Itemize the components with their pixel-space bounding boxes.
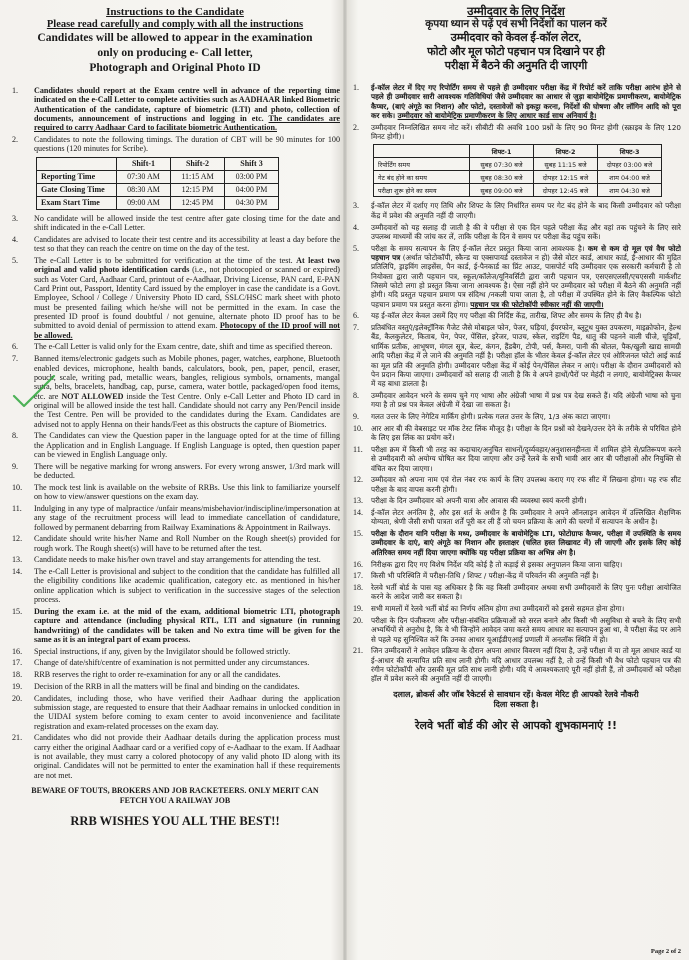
instruction-number: 9. xyxy=(12,461,19,471)
instruction-number: 7. xyxy=(12,354,19,364)
instruction-number: 2. xyxy=(353,122,359,132)
green-check-mark-icon xyxy=(10,372,58,418)
instruction-segment: आर आर बी की वेबसाइट पर मॉक टेस्ट लिंक मौजूद है। परीक्षा के दिन प्रश्नों को देखने/उत्तर देने के तरीके से परिचित होने के लिए इस लिंक का प्रयोग करें। xyxy=(371,423,681,443)
instruction-number: 17. xyxy=(12,658,23,668)
instruction-text xyxy=(34,607,340,644)
english-beware-notice xyxy=(10,786,340,806)
timing-row-label: गेट बंद होने का समय xyxy=(374,171,470,184)
instruction-text xyxy=(34,86,340,133)
timing-table-header-cell: Shift-1 xyxy=(117,157,171,170)
instruction-text xyxy=(371,445,681,473)
timing-cell: सुबह 08:30 बजे xyxy=(470,171,534,184)
instruction-number: 2. xyxy=(12,135,19,145)
timing-table-header-cell: Shift 3 xyxy=(225,157,279,170)
timing-table-header-cell: शिफ्ट-2 xyxy=(534,145,598,158)
timing-cell: शाम 04:30 बजे xyxy=(598,184,662,197)
instruction-item xyxy=(351,508,681,527)
hindi-headline-3: परीक्षा में बैठने की अनुमति दी जाएगी xyxy=(444,60,588,72)
instruction-number: 20. xyxy=(353,615,363,625)
instruction-segment: During the exam i.e. at the mid of the exam, additional biometric LTI, photograph capture and attendance (including physical RTL, LTI and signature (in running handwriting) of the candidates will be taken and No extra time will be given for the same as it is an integral part of exam process. xyxy=(34,606,340,644)
timing-row-label: Gate Closing Time xyxy=(37,183,117,196)
hindi-title: उम्मीदवार के लिए निर्देश xyxy=(467,6,565,18)
instruction-item xyxy=(10,658,340,667)
timing-cell: दोपहर 12:15 बजे xyxy=(534,171,598,184)
instruction-segment: सभी मामलों में रेलवे भर्ती बोर्ड का निर्णय अंतिम होगा तथा उम्मीदवारों को इससे सहमत होना होगा। xyxy=(371,604,625,614)
instruction-number: 21. xyxy=(12,733,23,743)
english-headline-1: Candidates will be allowed to appear in the examination xyxy=(37,32,313,44)
instruction-segment: प्रतिबंधित वस्तुएं/इलेक्ट्रॉनिक गैजेट जैसे मोबाइल फोन, पेजर, घड़ियां, ईयरफोन, ब्लूटूथ युक्त उपकरण, माइक्रोफोन, हेल्थ बैंड, कैलकुलेटर, किताब, पेन, पेपर, पेंसिल, इरेजर, पाउच, स्केल, राइटिंग पैड, धातु की पहनने वाली चीजे, चूड़ियाँ, धार्मिक प्रतीक, आभूषण, मंगल सूत्र, बेल्ट, कंगन, हैंडबैग, टोपी, पर्स, कैमरा, पानी की बोतल, पैक/खुली खाद्य सामग्री आदि परीक्षा केंद्र में ले जाने की अनुमति नहीं है। परीक्षा हॉल के भीतर केवल ई-कॉल लेटर एवं ओरिजनल फोटो आई कार्ड का मूल प्रति की अनुमति होगी। उम्मीदवार परीक्षा केंद्र में कोई पेन/पेंसिल लेकर न आएं। परीक्षा के दौरान उम्मीदवारों को पेन प्रदान किया जाएगा। उम्मीदवारों को सलाह दी जाती है कि वे अपने हाथों/पैरों पर मेहंदी न लगाएं, बायोमेट्रिक्स कैप्चर में यह बाधा डालता है। xyxy=(371,323,681,389)
instruction-underlined-note: The candidates are required to carry Aadhaar Card to facilitate biometric Authentication. xyxy=(34,114,340,133)
instruction-text xyxy=(34,256,340,340)
instruction-number: 19. xyxy=(353,604,363,614)
instruction-text xyxy=(34,658,340,667)
instruction-underlined-note: Photocopy of the ID proof will not be allowed. xyxy=(34,321,340,340)
instruction-item xyxy=(10,670,340,679)
instruction-text xyxy=(371,123,681,142)
instruction-segment: inside the Test Centre. Only e-Call Letter and Photo ID card in original will be allowed inside the test hall. Candidate should not carry any Pen/Pencil inside the Test Centre. Pen will be provided to the candidates during the Exam. Candidates are advised not to apply Henna on their hands/Feet as this obstructs the capture of Biometrics. xyxy=(34,391,340,429)
timing-table-row xyxy=(37,170,279,183)
instruction-item xyxy=(10,504,340,532)
instruction-number: 10. xyxy=(12,482,23,492)
instruction-item xyxy=(351,445,681,473)
instruction-emphasis: कम से कम दो मूल एवं वैध फोटो पहचान पत्र xyxy=(371,243,681,262)
instruction-item xyxy=(351,571,681,580)
instruction-text xyxy=(34,431,340,459)
instruction-number: 4. xyxy=(353,222,359,232)
instruction-text xyxy=(34,733,340,780)
english-beware-line-2: FETCH YOU A RAILWAY JOB xyxy=(119,796,231,806)
instruction-number: 11. xyxy=(12,503,22,513)
instruction-item xyxy=(351,616,681,644)
timing-table-row xyxy=(37,183,279,196)
instruction-text xyxy=(371,604,681,613)
instruction-segment: The e-Call Letter is to be submitted for verification at the time of the test. xyxy=(34,255,297,265)
hindi-headline-2: फोटो और मूल फोटो पहचान पत्र दिखाने पर ही xyxy=(427,46,605,58)
instruction-number: 16. xyxy=(353,559,363,569)
english-title: Instructions to the Candidate xyxy=(106,6,244,18)
instruction-segment: ई-कॉल लेटर में दिए गए रिपोर्टिंग समय से पहले ही उम्मीदवार परीक्षा केंद्र में रिपोर्ट करें ताकि परीक्षा आरंभ होने से पहले ही उम्मीदवार सारी आवश्यक गतिविधियां जैसे उम्मीदवार का आधार से जुड़ा बायोमेट्रिक प्रमाणीकरण, बायोमेट्रिक कैप्चर, (बाएं अंगूठे का निशान) और फोटो, दस्तावेजों को इकट्ठा करना, निर्देशों की घोषणा और लॉगिन आदि को पूरा कर सके। xyxy=(371,83,681,121)
instruction-number: 14. xyxy=(12,567,23,577)
timing-row-label: Reporting Time xyxy=(37,170,117,183)
timing-cell: 08:30 AM xyxy=(117,183,171,196)
instruction-text xyxy=(371,560,681,569)
english-column xyxy=(10,0,340,960)
timing-row-label: Exam Start Time xyxy=(37,196,117,209)
instruction-text xyxy=(371,496,681,505)
instruction-text xyxy=(34,670,340,679)
instruction-item xyxy=(351,244,681,309)
timing-cell: 07:30 AM xyxy=(117,170,171,183)
instruction-text xyxy=(371,244,681,309)
hindi-timing-table xyxy=(373,144,662,197)
instruction-text xyxy=(34,354,340,429)
instruction-text xyxy=(371,412,681,421)
page-fold xyxy=(343,0,347,960)
timing-cell: 04:30 PM xyxy=(225,196,279,209)
instruction-item xyxy=(351,583,681,602)
instruction-segment: Indulging in any type of malpractice /unfair means/misbehavior/indiscipline/impersonation at any stage of the recruitment process will lead to immediate cancellation of candidature, followed by permanent debarring from Railway Examinations & Appointment in Railways. xyxy=(34,503,340,532)
instruction-text xyxy=(34,504,340,532)
timing-cell: सुबह 09:00 बजे xyxy=(470,184,534,197)
instruction-text xyxy=(34,647,340,656)
instruction-number: 18. xyxy=(12,670,23,680)
instruction-item xyxy=(10,342,340,351)
instruction-item xyxy=(351,529,681,557)
instruction-segment: Candidates should report at the Exam centre well in advance of the reporting time indicated on the e-Call Letter to complete activities such as AADHAAR linked Biometric Authentication of the candidate, capture of biometric (LTI) and photo, collection of documents, announcement of instructions and logging in etc. xyxy=(34,86,340,124)
instruction-number: 1. xyxy=(353,83,359,92)
instruction-number: 13. xyxy=(353,496,363,506)
instruction-segment: उम्मीदवार आवेदन भरने के समय चुने गए भाषा और अंग्रेजी भाषा में प्रश्न पत्र देख सकते हैं। यदि अंग्रेजी भाषा को चुना गया है तो प्रश्न पत्र केवल अंग्रेजी में देखा जा सकता है। xyxy=(371,390,681,410)
instruction-item xyxy=(351,604,681,613)
instruction-item xyxy=(10,483,340,502)
instruction-text xyxy=(371,508,681,527)
instruction-segment: उम्मीदवार निम्नलिखित समय नोट करें। सीबीटी की अवधि 100 प्रश्नों के लिए 90 मिनट होगी (स्क्राइब के लिए 120 मिनट होगी)। xyxy=(371,122,681,142)
instruction-item xyxy=(351,123,681,142)
instruction-item xyxy=(351,83,681,120)
timing-cell: 11:15 AM xyxy=(171,170,225,183)
instruction-segment: यह ई-कॉल लेटर केवल उसमें दिए गए परीक्षा की निर्दिष्ट केंद्र, तारीख, शिफ्ट और समय के लिए ही वैध है। xyxy=(371,311,642,321)
instruction-number: 12. xyxy=(353,475,363,485)
instruction-number: 5. xyxy=(12,255,19,265)
timing-table-row xyxy=(374,158,662,171)
instruction-number: 20. xyxy=(12,693,23,703)
instruction-text xyxy=(34,682,340,691)
instruction-segment: The mock test link is available on the website of RRBs. Use this link to familiarize yourself on how to view/answer questions on the exam day. xyxy=(34,482,340,502)
instruction-emphasis: At least two original and valid photo identification cards xyxy=(34,255,340,275)
instruction-underlined-note: पहचान पत्र की फोटोकॉपी स्वीकार नहीं की जाएगी। xyxy=(470,299,604,309)
instruction-segment: जिन उम्मीदवारों ने आवेदन प्रक्रिया के दौरान अपना आधार विवरण नहीं दिया है, उन्हें परीक्षा में या तो मूल आधार कार्ड या ई-आधार की सत्यापित प्रति साथ लानी होगी। यदि आधार उपलब्ध नहीं है, तो उन्हें किसी भी वैध फोटो पहचान पत्र की रंगीन फोटोकॉपी और उसकी मूल प्रति साथ लानी होगी। यदि ये आवश्यकताएं पूरी नहीं होती हैं, तो उम्मीदवारों को परीक्षा हॉल में प्रवेश करने की अनुमति नहीं दी जाएगी। xyxy=(371,646,681,684)
instruction-number: 1. xyxy=(12,86,19,95)
timing-table-header-row xyxy=(37,157,279,170)
instruction-text xyxy=(371,311,681,320)
timing-cell: दोपहर 03:00 बजे xyxy=(598,158,662,171)
instruction-item xyxy=(351,560,681,569)
instruction-item xyxy=(351,201,681,220)
timing-row-label: परीक्षा शुरू होने का समय xyxy=(374,184,470,197)
instruction-number: 7. xyxy=(353,323,359,333)
english-headline-3: Photograph and Original Photo ID xyxy=(89,62,261,74)
instruction-segment: Candidate needs to make his/her own travel and stay arrangements for attending the test. xyxy=(34,555,321,565)
timing-table-header-cell: Shift-2 xyxy=(171,157,225,170)
instruction-text xyxy=(371,424,681,443)
instruction-text xyxy=(34,342,340,351)
instruction-item xyxy=(10,354,340,429)
instruction-segment: परीक्षा के दौरान यानि परीक्षा के मध्य, उम्मीदवार के बायोमेट्रिक LTI, फोटोग्राफ कैप्चर, परीक्षा में उपस्थिति के समय उम्मीदवार के दाएं, बाएं अंगूठे का निशान और हस्ताक्षर (चलित हस्त लिखावट में) ली जाएगी और इसके लिए कोई अतिरिक्त समय नहीं दिया जाएगा क्योंकि यह परीक्षा प्रक्रिया का अभिन्न अंग है। xyxy=(371,529,681,557)
hindi-headline-1: उम्मीदवार को केवल ई-कॉल लेटर, xyxy=(450,32,582,44)
hindi-header xyxy=(351,6,681,73)
instruction-segment: Candidates who did not provide their Aadhaar details during the application process must carry either the original Aadhaar card or a verified copy of e-Aadhaar to the exam. If Aadhaar is not available, they must carry a colored photocopy of any valid photo ID along with its original. Candidates will not be permitted to enter the examination hall if these requirements are not met. xyxy=(34,733,340,780)
instruction-item xyxy=(10,135,340,154)
instruction-number: 13. xyxy=(12,555,23,565)
instruction-number: 16. xyxy=(12,646,23,656)
instruction-number: 21. xyxy=(353,646,363,656)
timing-cell: दोपहर 12:45 बजे xyxy=(534,184,598,197)
instruction-item xyxy=(10,462,340,481)
instruction-text xyxy=(371,475,681,494)
instruction-segment: Special instructions, if any, given by the Invigilator should be followed strictly. xyxy=(34,646,291,656)
instruction-text xyxy=(34,555,340,564)
instruction-item xyxy=(10,235,340,254)
instruction-item xyxy=(10,733,340,780)
instruction-segment: उम्मीदवारों को यह सलाह दी जाती है की वे परीक्षा से एक दिन पहले परीक्षा केंद्र और वहां तक पहुंचने के लिए सारे उपलब्ध माध्यमों की जांच कर लें, ताकि परीक्षा के दिन वे समय पर परीक्षा केंद्र पहुंच सकें। xyxy=(371,222,681,241)
hindi-wishes: रेलवे भर्ती बोर्ड की ओर से आपको शुभकामनाएं !! xyxy=(414,718,617,732)
instruction-item xyxy=(351,311,681,320)
instruction-item xyxy=(351,412,681,421)
instruction-segment: ई-कॉल लेटर में दर्शाए गए तिथि और शिफ्ट के लिए निर्धारित समय पर गेट बंद होने के बाद किसी उम्मीदवार को परीक्षा केंद्र में प्रवेश की अनुमति नहीं दी जाएगी। xyxy=(371,201,681,220)
instruction-item xyxy=(351,646,681,683)
instruction-text xyxy=(371,583,681,602)
instruction-item xyxy=(10,256,340,340)
instruction-segment: रेलवे भर्ती बोर्ड के पास यह अधिकार है कि वह किसी उम्मीदवार अथवा सभी उम्मीदवारों के लिए पुनः परीक्षा आयोजित करने के आदेश जारी कर सकता है। xyxy=(371,583,681,602)
instruction-number: 15. xyxy=(353,529,363,539)
instruction-text xyxy=(34,694,340,731)
hindi-column xyxy=(351,0,681,960)
english-subtitle: Please read carefully and comply with all the instructions xyxy=(46,18,304,30)
hindi-beware-line-2: दिला सकता है। xyxy=(493,699,539,709)
instruction-number: 9. xyxy=(353,412,359,422)
instruction-text xyxy=(371,201,681,220)
timing-table-row xyxy=(374,184,662,197)
hindi-subtitle: कृपया ध्यान से पढ़ें एवं सभी निर्देशों का पालन करें xyxy=(425,18,607,30)
instruction-segment: परीक्षा के दिन पंजीकरण और परीक्षा-संबंधित प्रक्रियाओं को सरल बनाने और किसी भी असुविधा से बचने के लिए सभी अभ्यर्थियों से अनुरोध है, कि वे भी जिन्होंने आवेदन जमा करते समय आधार का सत्यापन हुआ था, वे परीक्षा केंद्र पर आने से पहले यह सुनिश्चित करें कि उनका आधार यूआईडीएआई प्रणाली में अनलॉक स्थिति में हो। xyxy=(371,615,681,644)
instruction-segment: Candidate should write his/her Name and Roll Number on the Rough sheet(s) provided for rough work. The Rough sheet(s) will have to be returned after the test. xyxy=(34,534,340,553)
page-number: Page 2 of 2 xyxy=(650,948,681,955)
hindi-beware-line-1: दलाल, ब्रोकर्स और जॉब रैकेटर्स से सावधान रहें। केवल मेरिट ही आपको रेलवे नौकरी xyxy=(393,689,639,699)
instruction-item xyxy=(10,534,340,553)
timing-table-header-cell: शिफ्ट-3 xyxy=(598,145,662,158)
timing-table-header-row xyxy=(374,145,662,158)
instruction-number: 6. xyxy=(12,342,19,352)
instruction-segment: ई-कॉल लेटर अनंतिम है, और इस शर्त के अधीन है कि उम्मीदवार ने अपने ऑनलाइन आवेदन में उल्लिखित शैक्षणिक योग्यता, श्रेणी जैसी सभी पात्रता शर्तें पूरी कर ली हैं जो चयन प्रक्रिया के आगे की चरणों में सत्यापन के अधीन है। xyxy=(371,508,681,527)
hindi-beware-notice xyxy=(351,690,681,710)
instruction-number: 5. xyxy=(353,243,359,253)
instruction-segment: The Candidates can view the Question paper in the language opted for at the time of filling the Application and in English Language. If English Language is opted, then question paper can be viewed in English Language only. xyxy=(34,431,340,459)
instruction-item xyxy=(10,567,340,604)
instruction-item xyxy=(10,431,340,459)
instruction-item xyxy=(10,555,340,564)
timing-table-header-cell: शिफ्ट-1 xyxy=(470,145,534,158)
instruction-item xyxy=(351,323,681,388)
instruction-segment: Change of date/shift/centre of examination is not permitted under any circumstances. xyxy=(34,658,310,668)
instruction-item xyxy=(351,475,681,494)
instruction-segment: Decision of the RRB in all the matters will be final and binding on the candidates. xyxy=(34,681,300,691)
instruction-text xyxy=(371,646,681,683)
instruction-number: 3. xyxy=(353,201,359,211)
instruction-text xyxy=(34,135,340,154)
timing-table-header-cell xyxy=(37,157,117,170)
instruction-text xyxy=(34,567,340,604)
instruction-segment: परीक्षा के दिन उम्मीदवार को अपनी यात्रा और आवास की व्यवस्था स्वयं करनी होगी। xyxy=(371,496,587,506)
instruction-text xyxy=(34,483,340,502)
instruction-number: 3. xyxy=(12,213,19,223)
english-timing-table xyxy=(36,157,279,210)
instruction-segment: The e-Call Letter is provisional and subject to the condition that the candidate has fulfilled all the eligibility conditions like academic qualification, category etc. as mentioned in his/her online application which is subject to verification in the successive stages of the selection process. xyxy=(34,567,340,605)
instruction-number: 4. xyxy=(12,234,19,244)
instruction-text xyxy=(371,616,681,644)
timing-cell: शाम 04:00 बजे xyxy=(598,171,662,184)
instruction-text xyxy=(371,529,681,557)
instruction-text xyxy=(371,223,681,242)
instruction-number: 15. xyxy=(12,606,23,616)
instruction-segment: निरीक्षक द्वारा दिए गए विशेष निर्देश यदि कोई है तो कड़ाई से इसका अनुपालन किया जाना चाहिए। xyxy=(371,559,623,569)
instruction-item xyxy=(10,607,340,644)
english-wishes: RRB WISHES YOU ALL THE BEST!! xyxy=(70,814,280,829)
instruction-item xyxy=(10,682,340,691)
instruction-text xyxy=(34,462,340,481)
instruction-segment: Candidates are advised to locate their test centre and its accessibility at least a day before the test so that they can reach the centre on time on the day of the test. xyxy=(34,234,340,254)
timing-cell: 04:00 PM xyxy=(225,183,279,196)
timing-cell: 12:15 PM xyxy=(171,183,225,196)
instruction-text xyxy=(371,571,681,580)
instruction-item xyxy=(351,391,681,410)
instruction-text xyxy=(371,323,681,388)
instruction-item xyxy=(10,86,340,133)
instruction-segment: No candidate will be allowed inside the test centre after gate closing time for the date and shift indicated in the e-Call Letter. xyxy=(34,213,340,233)
instruction-number: 8. xyxy=(12,431,19,441)
instruction-number: 14. xyxy=(353,508,363,518)
timing-table-row xyxy=(37,196,279,209)
instruction-segment: RRB reserves the right to order re-examination for any or all the candidates. xyxy=(34,670,281,680)
timing-table-row xyxy=(374,171,662,184)
instruction-segment: Candidates, including those, who have verified their Aadhaar during the application submission stage, are requested to ensure that their Aadhaar remains in unlocked condition in the UIDAI system before coming to exam center to avoid inconvenience and facilitate registration and exam-related processes on the exam day. xyxy=(34,693,340,731)
timing-row-label: रिपोर्टिंग समय xyxy=(374,158,470,171)
instruction-item xyxy=(10,214,340,233)
instruction-segment: किसी भी परिस्थिति में परीक्षा-तिथि / शिफ्ट / परीक्षा-केंद्र में परिवर्तन की अनुमति नहीं है। xyxy=(371,571,599,581)
instruction-segment: (i.e., not photocopied or scanned or expired) such as Voter Card, Aadhaar Card, printout of e-Aadhaar, Driving License, PAN card, E-PAN Card Print out, Passport, Identity Card issued by the employer in case the candidate is a Govt. Employee, School / College / University Photo ID card, SSLC/HSC mark sheet with photo must be presented failing which he/she will not be permitted in the exam. In case the presented ID proof is found doubtful / not genuine, alternate photo ID proof has to be submitted to avoid denial of permission to attend exam. xyxy=(34,265,340,331)
instruction-number: 17. xyxy=(353,571,363,581)
instruction-emphasis: NOT ALLOWED xyxy=(61,391,124,401)
instruction-number: 10. xyxy=(353,423,363,433)
instruction-text xyxy=(34,214,340,233)
instruction-text xyxy=(371,391,681,410)
instruction-number: 19. xyxy=(12,681,23,691)
timing-cell: 12:45 PM xyxy=(171,196,225,209)
english-instruction-list xyxy=(10,86,340,780)
instruction-number: 12. xyxy=(12,534,23,544)
instruction-item xyxy=(351,223,681,242)
instruction-text xyxy=(34,534,340,553)
timing-cell: सुबह 11:15 बजे xyxy=(534,158,598,171)
instruction-segment: The e-Call Letter is valid only for the Exam centre, date, shift and time as specified thereon. xyxy=(34,342,333,352)
instruction-number: 8. xyxy=(353,390,359,400)
instruction-segment: परीक्षा क्रम में किसी भी तरह का कदाचार/अनुचित साधनों/दुर्व्यवहार/अनुशासनहीनता में शामिल होने से/प्रतिरूपण करने से उम्मीदवारी को अयोग्य घोषित कर दिया जाएगा और उन्हें रेलवे के सभी भावी आर आर बी परीक्षाओं और नियुक्ति से वंचित कर दिया जाएगा। xyxy=(371,444,681,473)
english-beware-line-1: BEWARE OF TOUTS, BROKERS AND JOB RACKETEERS. ONLY MERIT CAN xyxy=(31,786,319,796)
hindi-instruction-list xyxy=(351,83,681,684)
instruction-item xyxy=(10,647,340,656)
instruction-segment: परीक्षा के समय सत्यापन के लिए ई-कॉल लेटर प्रस्तुत किया जाना आवश्यक है। xyxy=(371,243,588,253)
timing-cell: 03:00 PM xyxy=(225,170,279,183)
instruction-segment: Candidates to note the following timings. The duration of CBT will be 90 minutes for 100 questions (120 minutes for Scribe). xyxy=(34,135,340,154)
instruction-text xyxy=(34,235,340,254)
instruction-segment: There will be negative marking for wrong answers. For every wrong answer, 1/3rd mark will be deducted. xyxy=(34,461,340,481)
english-header xyxy=(10,6,340,76)
timing-cell: 09:00 AM xyxy=(117,196,171,209)
timing-cell: सुबह 07:30 बजे xyxy=(470,158,534,171)
instruction-segment: उम्मीदवार को अपना नाम एवं रोल नंबर रफ कार्य के लिए उपलब्ध कराए गए रफ सीट में लिखना होगा। यह रफ सीट परीक्षा के बाद वापस करनी होगी। xyxy=(371,475,681,494)
timing-table-header-cell xyxy=(374,145,470,158)
instruction-segment: गलत उत्तर के लिए नेगेटिव मार्किंग होगी। प्रत्येक गलत उत्तर के लिए, 1/3 अंक काटा जाएगा। xyxy=(371,412,611,422)
instruction-item xyxy=(351,424,681,443)
instruction-segment: (अर्थात फोटोकॉपी, स्कैन्ड या एक्सपायर्ड दस्तावेज न हो) जैसे वोटर कार्ड, आधार कार्ड, ई-आधार की मुद्रित प्रतिलिपि, ड्राइविंग लाइसेंस, पैन कार्ड, ई-पैनकार्ड का प्रिंट आउट, पासपोर्ट यदि उम्मीदवार एक सरकारी कर्मचारी है तो नियोक्ता द्वारा जारी पहचान पत्र, स्कूल/कॉलेज/यूनिवर्सिटी द्वारा जारी पहचान पत्र, एसएसएलसी/एचएससी मार्कशीट जिसमे फोटो लगा हो प्रस्तुत किया जाना आवश्यक है। ऐसा नहीं होने पर उम्मीदवार को परीक्षा में बैठने की अनुमति नहीं होगी। यदि प्रस्तुत पहचान प्रमाण पत्र संदिग्ध /नकली पाया जाता है, तो परीक्षा में उपस्थित होने के लिए वैकल्पिक फोटो पहचान प्रमाण पत्र प्रस्तुत करना होगा। xyxy=(371,252,681,309)
instruction-number: 6. xyxy=(353,311,359,321)
instruction-underlined-note: उम्मीदवार को बायोमेट्रिक प्रमाणीकरण के लिए आधार कार्ड साथ अनिवार्य है। xyxy=(397,111,597,121)
instruction-segment: Banned items/electronic gadgets such as Mobile phones, pager, watches, earphone, Bluetooth enabled devices, microphone, health bands, calculators, book, pen, paper, pencil, eraser, pouch, scale, writing pad, metallic wears, bangles, religious symbols, ornaments, mangal sutra, belts, bracelets, handbag, cap, purse, camera, water bottle, packaged/open food items, etc. are xyxy=(34,354,340,401)
instruction-item xyxy=(10,694,340,731)
instruction-number: 18. xyxy=(353,583,363,593)
instruction-number: 11. xyxy=(353,444,363,454)
instruction-item xyxy=(351,496,681,505)
instruction-text xyxy=(371,83,681,120)
english-headline-2: only on producing e- Call letter, xyxy=(97,47,253,59)
